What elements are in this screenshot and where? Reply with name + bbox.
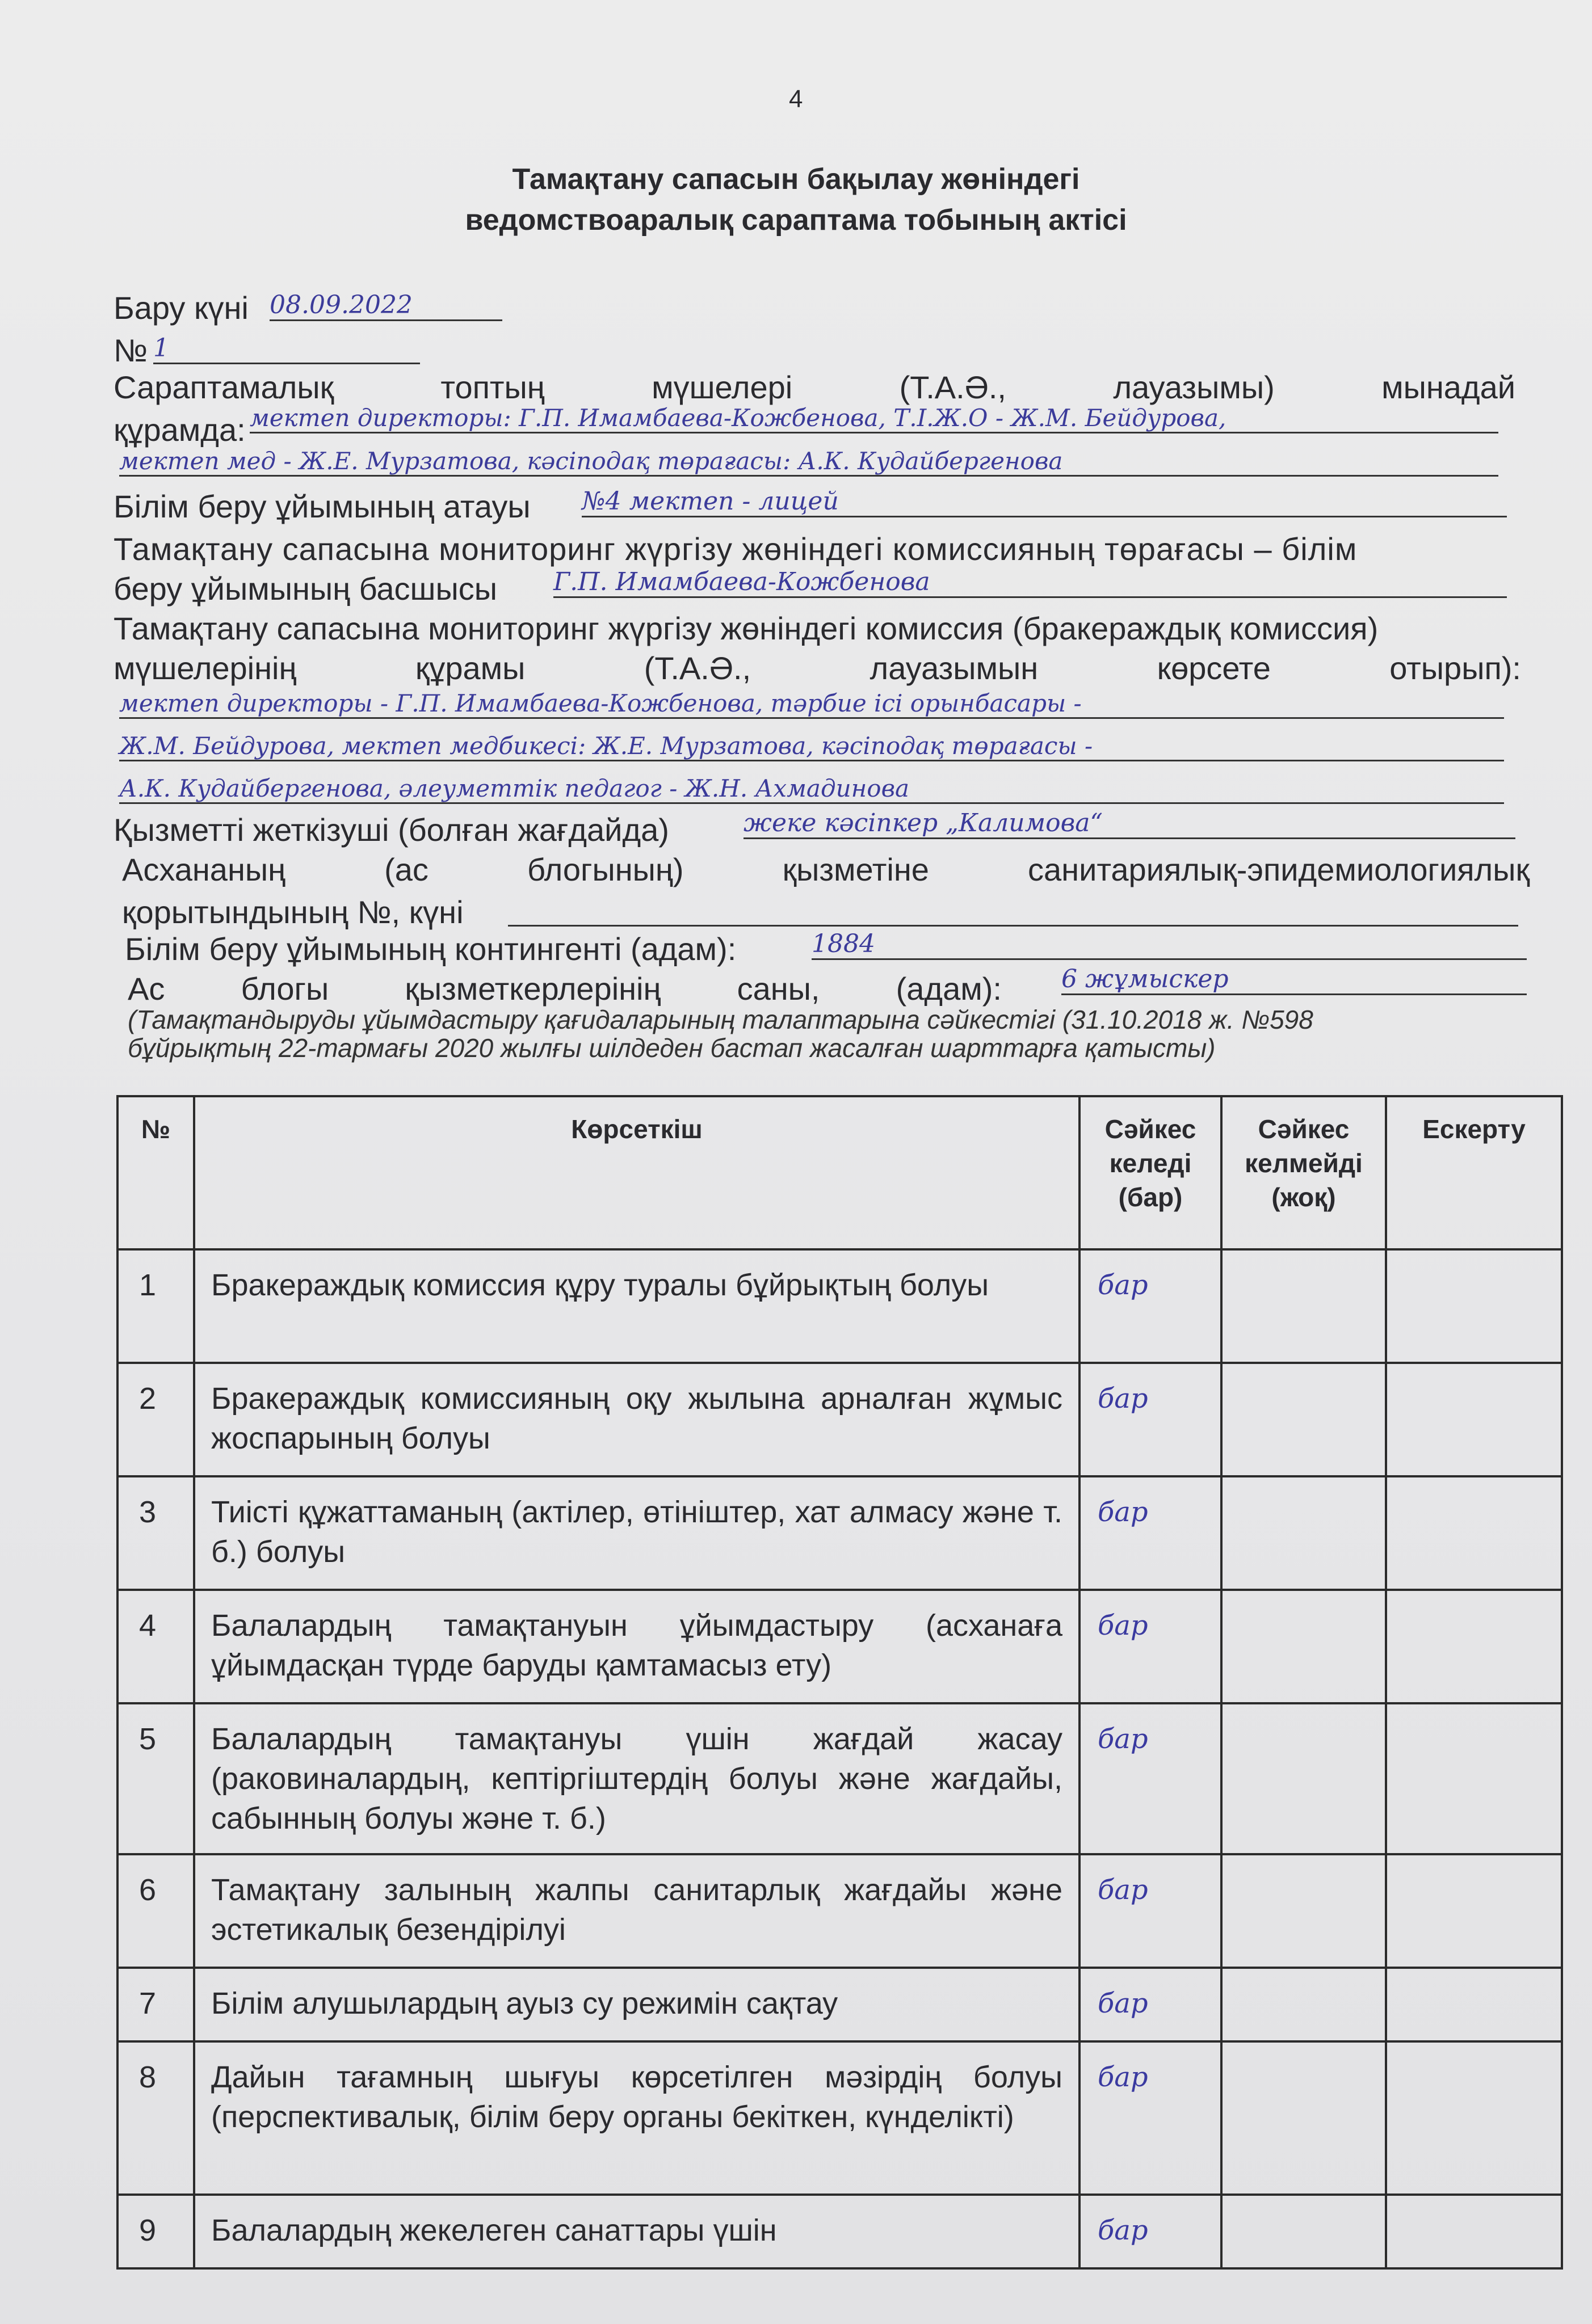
row-mark: бар — [1079, 1249, 1221, 1363]
row-indicator: Дайын тағамның шығуы көрсетілген мәзірдің болуы (перспективалық, білім беру органы бекіткен, күнделікті) — [194, 2041, 1079, 2195]
row-number: 6 — [117, 1854, 194, 1968]
experts-value-1: мектеп директоры: Г.П. Имамбаева-Кожбенова, Т.І.Ж.О - Ж.М. Бейдурова, — [250, 404, 1498, 433]
experts-word: Сараптамалық — [114, 369, 334, 405]
row-mark: бар — [1079, 1703, 1221, 1854]
table-row — [117, 1854, 1562, 1968]
row-remark-cell — [1386, 1968, 1562, 2041]
table-row — [117, 2195, 1562, 2268]
commission-label-2 — [114, 650, 1521, 687]
row-number: 9 — [117, 2195, 194, 2268]
header-matches: Сәйкес келеді (бар) — [1079, 1096, 1221, 1249]
row-not-matches-cell — [1221, 2041, 1386, 2195]
staff-word: саны, — [737, 971, 820, 1007]
row-not-matches-cell — [1221, 1363, 1386, 1476]
row-not-matches-cell — [1221, 1854, 1386, 1968]
row-number: 5 — [117, 1703, 194, 1854]
commission-word: құрамы — [415, 650, 526, 686]
row-indicator: Балалардың жекелеген санаттары үшін — [194, 2195, 1079, 2268]
row-number: 4 — [117, 1590, 194, 1703]
commission-value-1: мектеп директоры - Г.П. Имамбаева-Кожбенова, тәрбие ісі орынбасары - — [119, 689, 1504, 719]
header-number: № — [117, 1096, 194, 1249]
table-header-row — [117, 1096, 1562, 1249]
sanitary-label-2: қорытындының №, күні — [122, 894, 464, 930]
staff-word: Ас — [128, 971, 165, 1007]
row-mark: бар — [1079, 1590, 1221, 1703]
experts-word: мынадай — [1381, 369, 1515, 405]
row-indicator: Бракераждық комиссияның оқу жылына арналған жұмыс жоспарының болуы — [194, 1363, 1079, 1476]
commission-word: лауазымын — [869, 650, 1039, 686]
row-not-matches-cell — [1221, 1968, 1386, 2041]
row-indicator: Балалардың тамақтануы үшін жағдай жасау (раковиналардың, кептіргіштердің болуы және жағдайы, сабынның болуы және т. б.) — [194, 1703, 1079, 1854]
contingent-label: Білім беру ұйымының контингенті (адам): — [125, 931, 737, 967]
table-row — [117, 1476, 1562, 1590]
row-indicator: Бракераждық комиссия құру туралы бұйрықтың болуы — [194, 1249, 1079, 1363]
staff-value: 6 жұмыскер — [1061, 965, 1527, 995]
commission-word: (Т.А.Ә., — [644, 650, 751, 686]
row-not-matches-cell — [1221, 1590, 1386, 1703]
supplier-value: жеке кәсіпкер „Калимова“ — [744, 809, 1515, 839]
row-remark-cell — [1386, 1363, 1562, 1476]
chair-label-1: Тамақтану сапасына мониторинг жүргізу жөніндегі комиссияның төрағасы – білім — [114, 531, 1358, 567]
row-remark-cell — [1386, 2195, 1562, 2268]
title-line-1: Тамақтану сапасын бақылау жөніндегі — [512, 163, 1080, 196]
header-indicator: Көрсеткіш — [194, 1096, 1079, 1249]
experts-word: лауазымы) — [1113, 369, 1275, 405]
page-number: 4 — [789, 85, 803, 113]
staff-word: блогы — [241, 971, 329, 1007]
row-mark: бар — [1079, 2195, 1221, 2268]
row-indicator: Білім алушылардың ауыз су режимін сақтау — [194, 1968, 1079, 2041]
chair-label-2: беру ұйымының басшысы — [114, 571, 497, 607]
experts-word: топтың — [440, 369, 545, 405]
commission-label-1: Тамақтану сапасына мониторинг жүргізу жөніндегі комиссия (бракераждық комиссия) — [114, 611, 1379, 646]
chair-value: Г.П. Имамбаева-Кожбенова — [553, 567, 1507, 598]
supplier-label: Қызметті жеткізуші (болған жағдайда) — [114, 812, 669, 848]
note-line-2: бұйрықтың 22-тармағы 2020 жылғы шілдеден бастап жасалған шарттарға қатысты) — [128, 1033, 1216, 1063]
commission-value-2: Ж.М. Бейдурова, мектеп медбикесі: Ж.Е. Мурзатова, кәсіподақ төрағасы - — [119, 732, 1504, 761]
sanitary-word: (ас — [384, 852, 429, 887]
org-name-label: Білім беру ұйымының атауы — [114, 489, 531, 524]
row-not-matches-cell — [1221, 1249, 1386, 1363]
row-not-matches-cell — [1221, 1703, 1386, 1854]
row-number: 8 — [117, 2041, 194, 2195]
row-number: 2 — [117, 1363, 194, 1476]
row-number: 7 — [117, 1968, 194, 2041]
row-indicator: Тамақтану залының жалпы санитарлық жағдайы және эстетикалық безендірілуі — [194, 1854, 1079, 1968]
experts-value-2: мектеп мед - Ж.Е. Мурзатова, кәсіподақ төрағасы: А.К. Кудайбергенова — [119, 447, 1498, 477]
contingent-value: 1884 — [812, 929, 1527, 960]
act-number-label: № — [114, 332, 148, 368]
row-mark: бар — [1079, 2041, 1221, 2195]
row-indicator: Тиісті құжаттаманың (актілер, өтініштер, хат алмасу және т. б.) болуы — [194, 1476, 1079, 1590]
row-mark: бар — [1079, 1968, 1221, 2041]
staff-word: қызметкерлерінің — [405, 971, 661, 1007]
org-name-value: №4 мектеп - лицей — [582, 487, 1507, 517]
visit-date-value: 08.09.2022 — [270, 290, 502, 321]
table-row — [117, 1249, 1562, 1363]
row-number: 3 — [117, 1476, 194, 1590]
row-remark-cell — [1386, 1590, 1562, 1703]
commission-word: көрсете — [1157, 650, 1271, 686]
header-remark: Ескерту — [1386, 1096, 1562, 1249]
table-row — [117, 2041, 1562, 2195]
commission-word: отырып): — [1389, 650, 1521, 686]
sanitary-blank-line — [508, 925, 1518, 927]
visit-date-label: Бару күні — [114, 290, 249, 326]
indicators-table — [116, 1095, 1563, 2270]
table-row — [117, 1703, 1562, 1854]
row-not-matches-cell — [1221, 1476, 1386, 1590]
table-row — [117, 1968, 1562, 2041]
row-number: 1 — [117, 1249, 194, 1363]
row-mark: бар — [1079, 1363, 1221, 1476]
commission-word: мүшелерінің — [114, 650, 297, 686]
row-remark-cell — [1386, 2041, 1562, 2195]
row-mark: бар — [1079, 1476, 1221, 1590]
experts-word: мүшелері — [652, 369, 793, 405]
staff-word: (адам): — [896, 971, 1002, 1007]
experts-label — [114, 369, 1515, 406]
act-number-value: 1 — [153, 334, 420, 364]
row-remark-cell — [1386, 1249, 1562, 1363]
note-line-1: (Тамақтандыруды ұйымдастыру қағидаларының талаптарына сәйкестігі (31.10.2018 ж. №598 — [128, 1005, 1313, 1034]
sanitary-word: Асхананың — [122, 852, 286, 887]
sanitary-word: санитариялық-эпидемиологиялық — [1028, 852, 1530, 887]
row-not-matches-cell — [1221, 2195, 1386, 2268]
sanitary-word: блогының) — [527, 852, 684, 887]
document-title — [0, 159, 1592, 241]
row-mark: бар — [1079, 1854, 1221, 1968]
staff-label — [128, 970, 1002, 1007]
experts-word: (Т.А.Ә., — [899, 369, 1006, 405]
table-row — [117, 1363, 1562, 1476]
table-row — [117, 1590, 1562, 1703]
row-indicator: Балалардың тамақтануын ұйымдастыру (асханаға ұйымдасқан түрде баруды қамтамасыз ету) — [194, 1590, 1079, 1703]
experts-label-2: құрамда: — [114, 412, 246, 448]
row-remark-cell — [1386, 1476, 1562, 1590]
row-remark-cell — [1386, 1703, 1562, 1854]
header-not-matches: Сәйкес келмейді (жоқ) — [1221, 1096, 1386, 1249]
title-line-2: ведомствоаралық сараптама тобының актісі — [465, 204, 1127, 237]
sanitary-word: қызметіне — [782, 852, 929, 887]
row-remark-cell — [1386, 1854, 1562, 1968]
sanitary-label-1 — [122, 851, 1530, 888]
commission-value-3: А.К. Кудайбергенова, әлеуметтік педагог - Ж.Н. Ахмадинова — [119, 774, 1504, 804]
